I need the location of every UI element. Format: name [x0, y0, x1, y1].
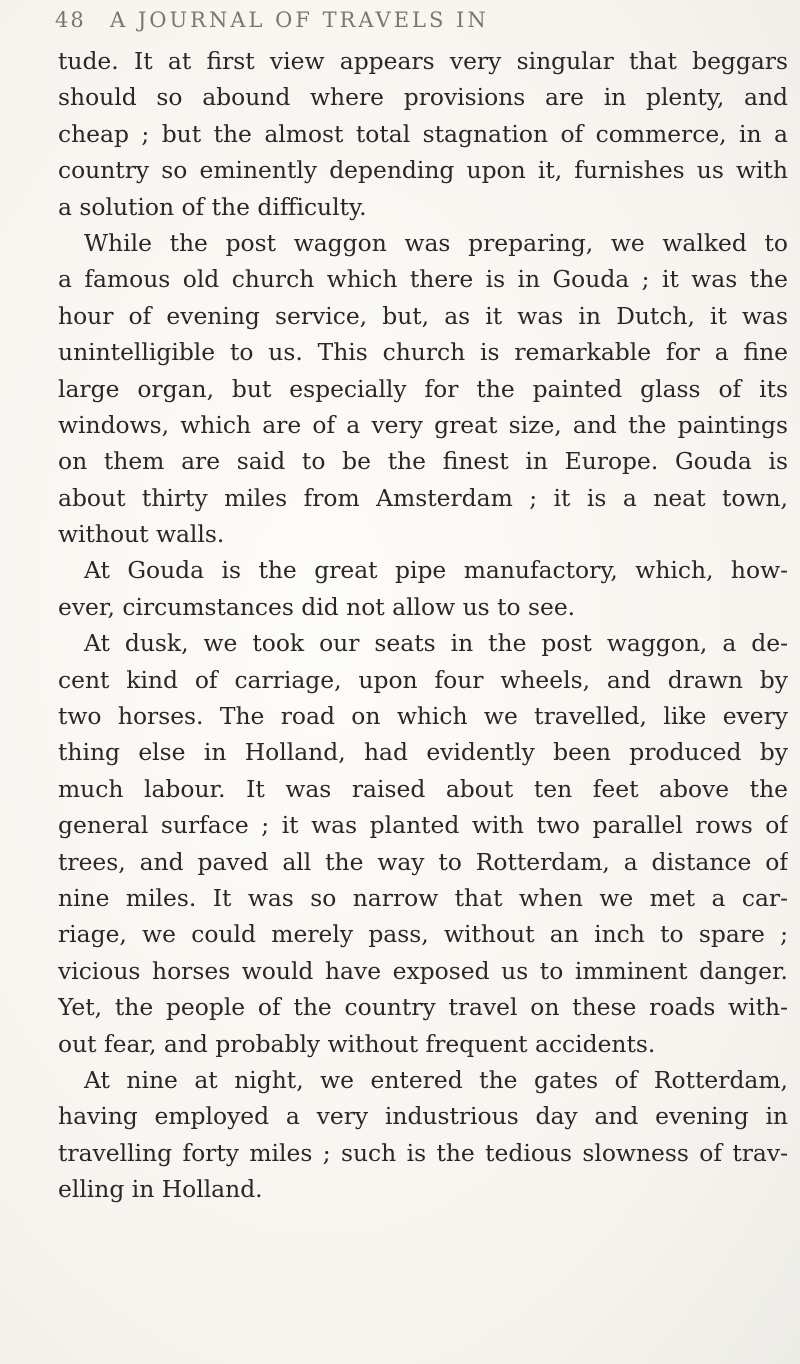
text-line: elling in Holland.: [58, 1175, 263, 1204]
text-line: ever, circumstances did not allow us to see.: [58, 592, 576, 621]
text-line: At dusk, we took our seats in the post waggon, a de-: [84, 629, 788, 658]
text-line: windows, which are of a very great size, and the paintings: [58, 410, 788, 439]
text-line: At Gouda is the great pipe manufactory, which, how-: [84, 556, 788, 585]
text-line: trees, and paved all the way to Rotterdam, a distance of: [58, 847, 788, 876]
text-line: Yet, the people of the country travel on these roads with-: [58, 993, 788, 1022]
text-line: hour of evening service, but, as it was in Dutch, it was: [58, 301, 788, 330]
text-line: At nine at night, we entered the gates of Rotterdam,: [84, 1065, 788, 1094]
text-line: cent kind of carriage, upon four wheels, and drawn by: [58, 665, 788, 694]
text-line: having employed a very industrious day and evening in: [58, 1102, 788, 1131]
text-line: out fear, and probably without frequent accidents.: [58, 1029, 656, 1058]
text-line: about thirty miles from Amsterdam ; it is a neat town,: [58, 483, 788, 512]
running-header: [55, 8, 770, 38]
text-line: much labour. It was raised about ten feet above the: [58, 774, 788, 803]
text-line: travelling forty miles ; such is the tedious slowness of trav-: [58, 1138, 788, 1167]
text-line: thing else in Holland, had evidently been produced by: [58, 738, 788, 767]
text-line: nine miles. It was so narrow that when we met a car-: [58, 883, 788, 912]
text-line: riage, we could merely pass, without an inch to spare ;: [58, 920, 788, 949]
text-line: unintelligible to us. This church is remarkable for a fine: [58, 338, 788, 367]
text-line: While the post waggon was preparing, we walked to: [84, 228, 788, 257]
text-line: without walls.: [58, 520, 225, 549]
text-line: large organ, but especially for the painted glass of its: [58, 374, 788, 403]
text-line: cheap ; but the almost total stagnation of commerce, in a: [58, 119, 788, 148]
text-line: on them are said to be the finest in Europe. Gouda is: [58, 447, 788, 476]
text-line: a solution of the difficulty.: [58, 192, 367, 221]
running-title: A JOURNAL OF TRAVELS IN: [110, 8, 489, 32]
text-line: general surface ; it was planted with two parallel rows of: [58, 811, 788, 840]
text-line: should so abound where provisions are in plenty, and: [58, 83, 788, 112]
text-line: tude. It at first view appears very singular that beggars: [58, 47, 788, 75]
body-text: [58, 43, 788, 1208]
text-line: two horses. The road on which we travelled, like every: [58, 702, 788, 731]
page-number: 48: [55, 8, 86, 32]
text-line: a famous old church which there is in Gouda ; it was the: [58, 265, 788, 294]
text-line: vicious horses would have exposed us to imminent danger.: [58, 956, 788, 985]
text-line: country so eminently depending upon it, furnishes us with: [58, 156, 788, 185]
